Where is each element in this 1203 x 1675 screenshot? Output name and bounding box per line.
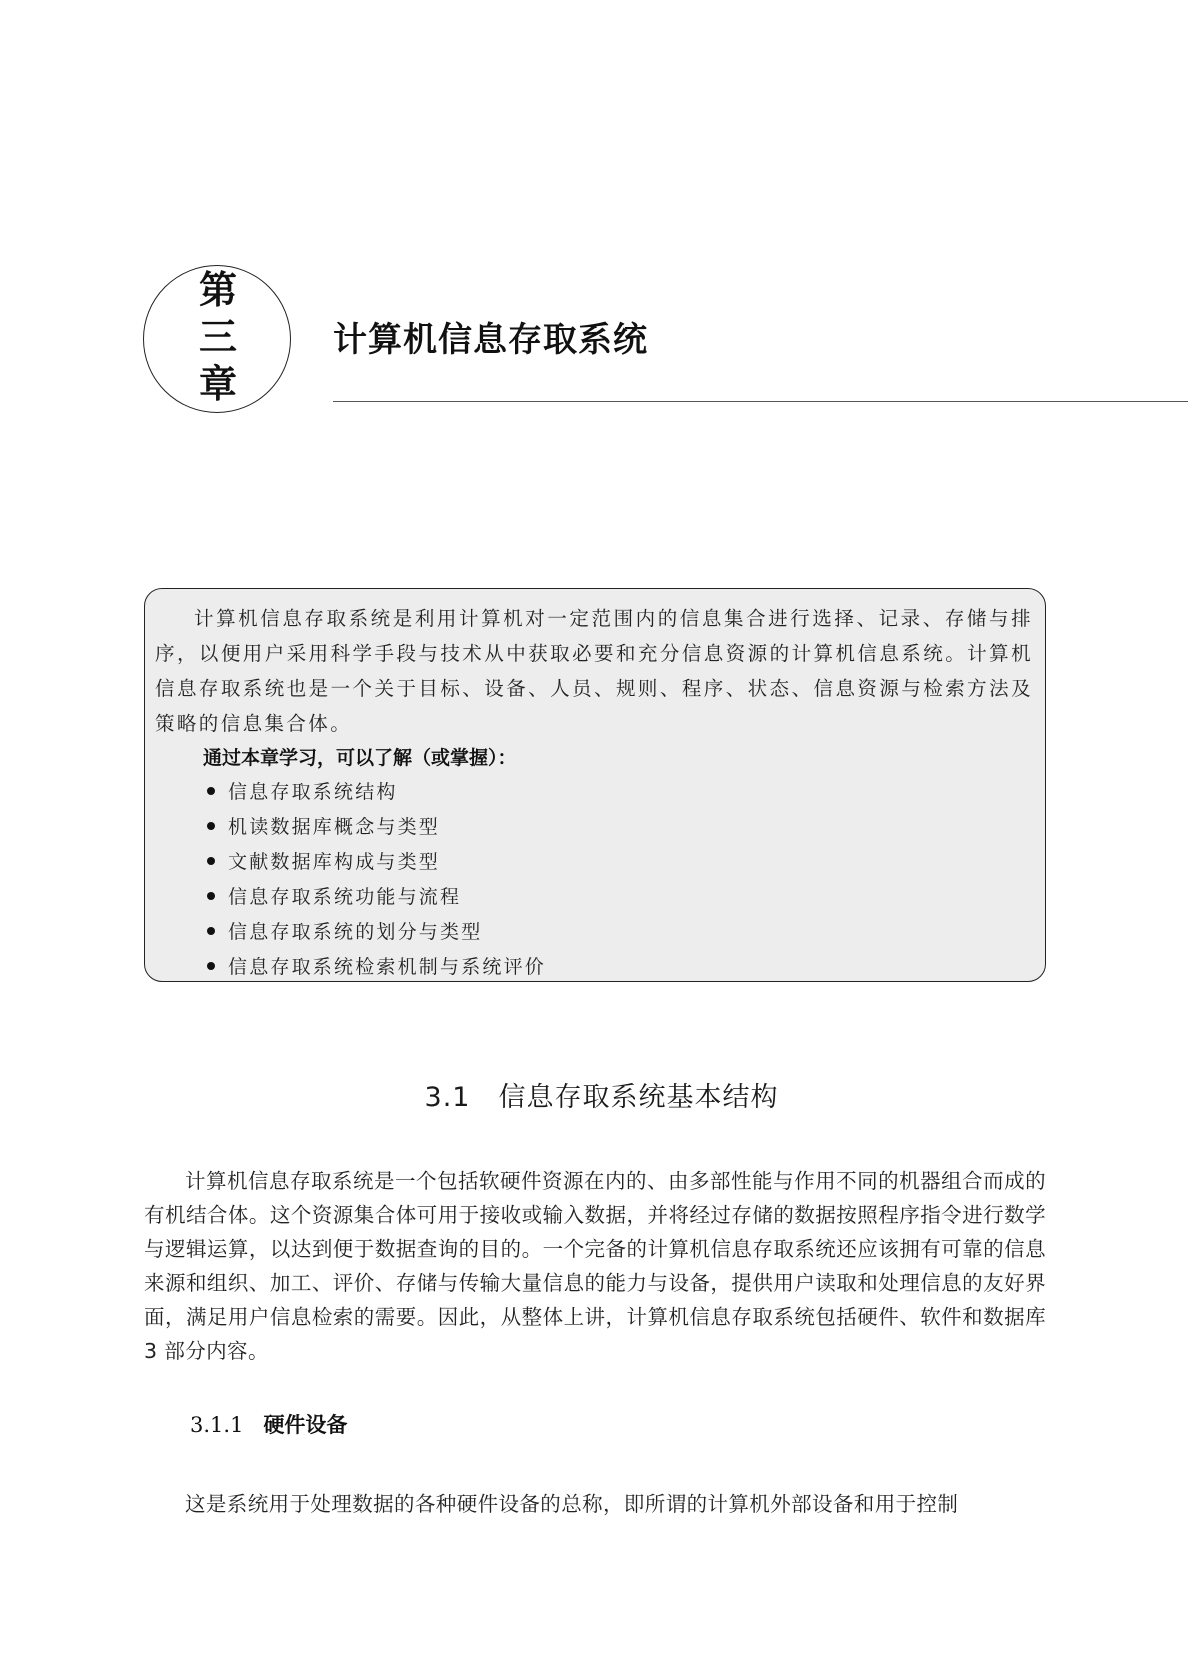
subsection-number: 3.1.1 bbox=[190, 1413, 244, 1437]
chapter-char-di: 第 bbox=[198, 267, 237, 312]
list-item-text: 信息存取系统的划分与类型 bbox=[228, 921, 483, 943]
subsection-title: 硬件设备 bbox=[263, 1413, 348, 1437]
list-item-text: 信息存取系统结构 bbox=[228, 781, 398, 803]
list-item-text: 机读数据库概念与类型 bbox=[228, 816, 441, 838]
chapter-char-san: 三 bbox=[198, 314, 237, 359]
list-item bbox=[207, 775, 1033, 810]
section-title: 信息存取系统基本结构 bbox=[498, 1082, 779, 1113]
chapter-char-zhang: 章 bbox=[198, 361, 237, 406]
bullet-icon bbox=[207, 857, 215, 865]
section-heading bbox=[0, 1075, 1203, 1114]
bullet-icon bbox=[207, 927, 215, 935]
subsection-heading bbox=[190, 1409, 347, 1439]
list-item bbox=[207, 915, 1033, 950]
chapter-title: 计算机信息存取系统 bbox=[333, 320, 648, 360]
list-item bbox=[207, 880, 1033, 915]
bullet-icon bbox=[207, 892, 215, 900]
list-item bbox=[207, 950, 1033, 985]
bullet-icon bbox=[207, 962, 215, 970]
subsection-paragraph: 这是系统用于处理数据的各种硬件设备的总称，即所谓的计算机外部设备和用于控制 bbox=[185, 1492, 959, 1516]
list-item-text: 文献数据库构成与类型 bbox=[228, 851, 441, 873]
summary-intro: 计算机信息存取系统是利用计算机对一定范围内的信息集合进行选择、记录、存储与排序，以便用户采用科学手段与技术从中获取必要和充分信息资源的计算机信息系统。计算机信息存取系统也是一个关于目标、设备、人员、规则、程序、状态、信息资源与检索方法及策略的信息集合体。 bbox=[155, 607, 1033, 735]
learning-objectives-heading: 通过本章学习，可以了解（或掌握）： bbox=[203, 747, 517, 769]
bullet-icon bbox=[207, 787, 215, 795]
section-number: 3.1 bbox=[424, 1082, 471, 1113]
title-divider bbox=[333, 401, 1188, 402]
list-item-text: 信息存取系统检索机制与系统评价 bbox=[228, 956, 547, 978]
chapter-summary-box bbox=[144, 588, 1046, 982]
list-item-text: 信息存取系统功能与流程 bbox=[228, 886, 462, 908]
section-paragraph: 计算机信息存取系统是一个包括软硬件资源在内的、由多部性能与作用不同的机器组合而成的有机结合体。这个资源集合体可用于接收或输入数据，并将经过存储的数据按照程序指令进行数学与逻辑运算，以达到便于数据查询的目的。一个完备的计算机信息存取系统还应该拥有可靠的信息来源和组织、加工、评价、存储与传输大量信息的能力与设备，提供用户读取和处理信息的友好界面，满足用户信息检索的需要。因此，从整体上讲，计算机信息存取系统包括硬件、软件和数据库 3 部分内容。 bbox=[144, 1169, 1046, 1363]
list-item bbox=[207, 810, 1033, 845]
learning-objectives-list bbox=[155, 775, 1033, 985]
chapter-badge bbox=[188, 266, 248, 407]
bullet-icon bbox=[207, 822, 215, 830]
list-item bbox=[207, 845, 1033, 880]
